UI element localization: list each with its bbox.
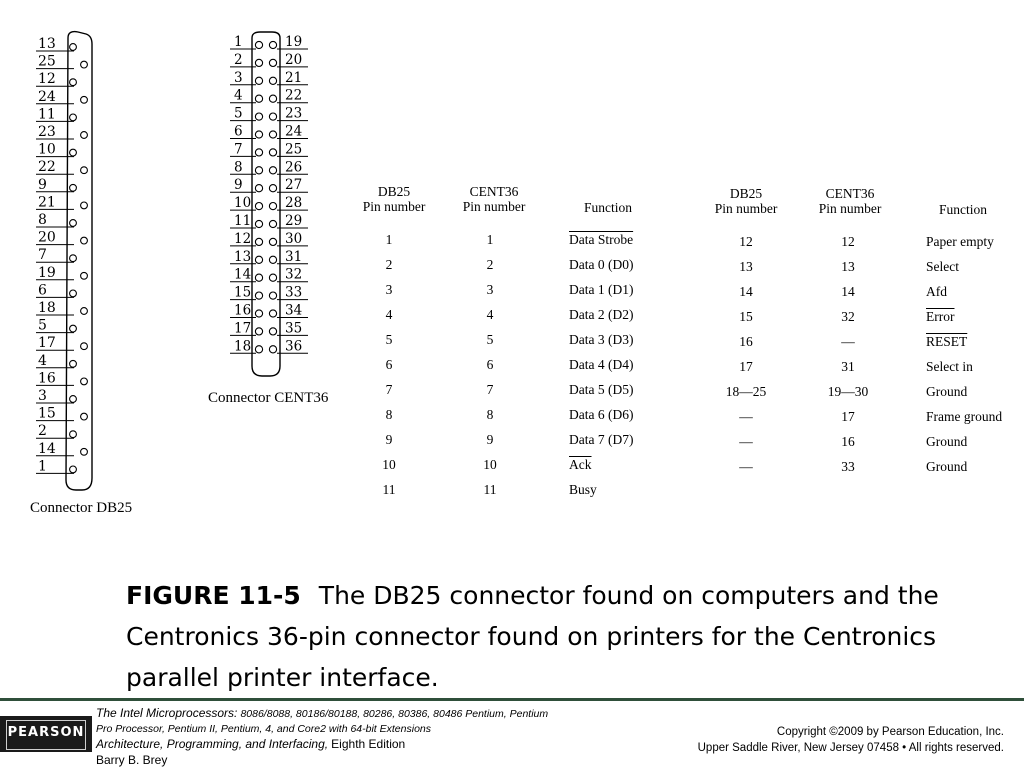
cent36-pin-contact-left xyxy=(255,292,262,299)
db25-pin-contact xyxy=(70,431,77,438)
cent36-pin-label-right: 30 xyxy=(285,230,303,247)
cent36-pin-contact-right xyxy=(269,203,276,210)
cent36-pin-label-right: 36 xyxy=(285,338,303,355)
table-cell-cent36: 6 xyxy=(486,357,494,372)
cent36-pin-label-left: 7 xyxy=(234,141,243,158)
cent36-pin-label-left: 11 xyxy=(234,213,252,229)
cent36-pin-label-left: 12 xyxy=(234,230,252,247)
table-cell-db25: 1 xyxy=(385,232,393,247)
table-cell-function: Ground xyxy=(926,434,968,449)
db25-pin-contact xyxy=(81,343,88,350)
db25-pin-contact xyxy=(81,448,88,455)
table-cell-function: Data 6 (D6) xyxy=(569,407,634,422)
db25-pin-label: 10 xyxy=(38,141,56,158)
table-cell-cent36: 3 xyxy=(486,282,494,297)
table-cell-db25: 10 xyxy=(382,457,396,472)
db25-pin-contact xyxy=(81,61,88,68)
db25-pin-contact xyxy=(70,325,77,332)
cent36-pin-contact-right xyxy=(269,292,276,299)
cent36-pin-contact-left xyxy=(255,59,262,66)
db25-pin-contact xyxy=(70,79,77,86)
db25-pin-contact xyxy=(81,132,88,139)
cent36-pin-label-right: 31 xyxy=(285,248,303,265)
db25-pin-contact xyxy=(70,149,77,156)
footer-divider xyxy=(0,698,1024,701)
pearson-logo xyxy=(0,716,92,752)
caption-text: The DB25 connector found on computers and the Centronics 36-pin connector found on printers for the Centronics parallel printer interface. xyxy=(126,581,939,692)
cent36-pin-contact-right xyxy=(269,238,276,245)
book-citation xyxy=(96,706,566,768)
table-cell-function: Data 2 (D2) xyxy=(569,307,634,322)
cent36-pin-contact-right xyxy=(269,185,276,192)
cent36-pin-label-right: 22 xyxy=(285,87,303,104)
copyright-block xyxy=(698,724,1004,756)
table-cell-cent36: 10 xyxy=(483,457,497,472)
cent36-pin-label-right: 27 xyxy=(285,177,303,194)
publisher-address: Upper Saddle River, New Jersey 07458 • All rights reserved. xyxy=(697,742,1004,754)
cent36-pin-label-left: 9 xyxy=(234,177,243,194)
table-cell-cent36: 17 xyxy=(841,409,855,424)
cent36-pin-label-left: 4 xyxy=(234,87,243,104)
table-cell-db25: 11 xyxy=(382,482,396,497)
table-cell-function: Ground xyxy=(926,384,968,399)
cent36-pin-label-right: 35 xyxy=(285,320,303,337)
cent36-pin-contact-left xyxy=(255,149,262,156)
table-cell-function: Ground xyxy=(926,459,968,474)
cent36-pin-contact-left xyxy=(255,167,262,174)
cent36-pin-label-right: 23 xyxy=(285,105,303,122)
table-cell-cent36: 1 xyxy=(486,232,494,247)
cent36-pin-label-left: 6 xyxy=(234,123,243,140)
figure-caption xyxy=(126,575,986,698)
cent36-pin-label-left: 14 xyxy=(234,266,252,283)
table-cell-cent36: 2 xyxy=(486,257,494,272)
db25-pin-contact xyxy=(70,396,77,403)
table-cell-cent36: 33 xyxy=(841,459,855,474)
cent36-pin-label-right: 28 xyxy=(285,195,303,212)
db25-pin-contact xyxy=(70,255,77,262)
table-cell-db25: 8 xyxy=(385,407,393,422)
cent36-pin-label-right: 24 xyxy=(285,123,303,140)
book-subtitle: 8086/8088, 80186/80188, 80286, 80386, 80486 Pentium, Pentium Pro Processor, Pentium II, Pentium, 4, and Core2 with 64-bit Extensions xyxy=(96,708,549,735)
cent36-pin-contact-right xyxy=(269,149,276,156)
cent36-pin-label-left: 8 xyxy=(234,159,243,176)
db25-pin-label: 24 xyxy=(38,88,56,105)
header-db25: DB25 Pin number xyxy=(362,184,426,214)
table-cell-db25: 9 xyxy=(385,432,393,447)
header-function: Function xyxy=(938,202,987,217)
table-cell-cent36: 32 xyxy=(841,309,855,324)
table-cell-db25: 7 xyxy=(385,382,393,397)
cent36-pin-contact-right xyxy=(269,77,276,84)
pin-table-right xyxy=(704,186,1014,486)
db25-pin-contact xyxy=(70,220,77,227)
db25-pin-contact xyxy=(70,290,77,297)
db25-pin-contact xyxy=(81,272,88,279)
table-cell-cent36: 9 xyxy=(486,432,494,447)
cent36-pin-label-left: 1 xyxy=(234,34,243,50)
db25-pin-contact xyxy=(70,114,77,121)
cent36-pin-label-right: 21 xyxy=(285,69,303,86)
db25-pin-contact xyxy=(81,167,88,174)
cent36-pin-label-right: 29 xyxy=(285,213,303,229)
cent36-pin-label-left: 13 xyxy=(234,248,252,265)
table-cell-cent36: 11 xyxy=(483,482,497,497)
db25-pin-contact xyxy=(70,44,77,51)
table-cell-cent36: 16 xyxy=(841,434,855,449)
cent36-pin-contact-left xyxy=(255,95,262,102)
db25-shell-outline xyxy=(66,32,92,490)
cent36-pin-contact-right xyxy=(269,256,276,263)
cent36-connector-diagram xyxy=(224,30,324,380)
db25-pin-label: 8 xyxy=(38,212,47,228)
table-cell-cent36: 19—30 xyxy=(827,384,869,399)
table-cell-function: Paper empty xyxy=(926,234,994,249)
db25-pin-label: 19 xyxy=(38,264,56,281)
book-author: Barry B. Brey xyxy=(96,753,168,767)
cent36-pin-contact-left xyxy=(255,185,262,192)
db25-connector-diagram xyxy=(20,28,140,498)
cent36-pin-label-right: 32 xyxy=(285,266,303,283)
table-cell-cent36: 31 xyxy=(841,359,855,374)
db25-pin-label: 3 xyxy=(38,388,47,404)
book-subtitle-2: Architecture, Programming, and Interfacing, xyxy=(96,737,329,751)
cent36-pin-label-left: 5 xyxy=(234,105,243,122)
cent36-pin-contact-left xyxy=(255,310,262,317)
table-cell-function: RESET xyxy=(926,334,968,349)
db25-pin-contact xyxy=(70,360,77,367)
table-cell-db25: — xyxy=(739,459,753,474)
db25-pin-label: 25 xyxy=(38,53,56,70)
table-cell-db25: 2 xyxy=(385,257,393,272)
table-cell-db25: — xyxy=(739,409,753,424)
db25-pin-label: 4 xyxy=(38,352,47,369)
table-cell-cent36: 12 xyxy=(841,234,855,249)
cent36-pin-contact-left xyxy=(255,274,262,281)
cent36-pin-contact-left xyxy=(255,41,262,48)
db25-pin-label: 17 xyxy=(38,335,56,352)
cent36-pin-contact-left xyxy=(255,220,262,227)
db25-pin-contact xyxy=(70,466,77,473)
table-cell-function: Data Strobe xyxy=(569,232,634,247)
cent36-pin-label-left: 16 xyxy=(234,302,252,319)
cent36-pin-contact-right xyxy=(269,95,276,102)
cent36-pin-contact-left xyxy=(255,238,262,245)
db25-pin-label: 15 xyxy=(38,405,56,422)
db25-pin-label: 7 xyxy=(38,247,47,264)
db25-connector-label: Connector DB25 xyxy=(30,500,133,516)
db25-pin-contact xyxy=(81,378,88,385)
cent36-pin-label-left: 10 xyxy=(234,195,252,212)
cent36-pin-contact-right xyxy=(269,274,276,281)
db25-pin-label: 20 xyxy=(38,229,56,246)
cent36-pin-contact-right xyxy=(269,220,276,227)
table-cell-function: Busy xyxy=(569,482,597,497)
table-cell-db25: 6 xyxy=(385,357,393,372)
cent36-pin-label-right: 25 xyxy=(285,141,303,158)
table-cell-db25: 15 xyxy=(739,309,753,324)
table-cell-cent36: 14 xyxy=(841,284,855,299)
cent36-pin-contact-right xyxy=(269,310,276,317)
db25-pin-label: 23 xyxy=(38,124,56,140)
cent36-pin-label-right: 33 xyxy=(285,284,303,301)
cent36-pin-label-left: 2 xyxy=(234,51,243,68)
table-cell-function: Data 5 (D5) xyxy=(569,382,634,397)
cent36-pin-label-right: 19 xyxy=(285,34,303,50)
cent36-pin-contact-right xyxy=(269,41,276,48)
cent36-pin-contact-right xyxy=(269,328,276,335)
table-cell-function: Data 3 (D3) xyxy=(569,332,634,347)
db25-pin-contact xyxy=(81,308,88,315)
db25-pin-label: 18 xyxy=(38,300,56,316)
db25-pin-label: 14 xyxy=(38,440,56,457)
table-cell-db25: 5 xyxy=(385,332,393,347)
table-cell-function: Error xyxy=(926,309,955,324)
db25-pin-label: 12 xyxy=(38,71,56,88)
table-cell-db25: 17 xyxy=(739,359,753,374)
cent36-pin-contact-left xyxy=(255,256,262,263)
table-cell-cent36: — xyxy=(841,334,855,349)
cent36-pin-contact-left xyxy=(255,203,262,210)
table-cell-db25: 13 xyxy=(739,259,753,274)
table-cell-cent36: 8 xyxy=(486,407,494,422)
book-edition: Eighth Edition xyxy=(331,737,406,751)
table-cell-db25: — xyxy=(739,434,753,449)
db25-pin-label: 5 xyxy=(38,317,47,334)
logo-text: PEARSON xyxy=(7,725,85,740)
db25-pin-contact xyxy=(81,237,88,244)
table-cell-function: Frame ground xyxy=(926,409,1003,424)
db25-pin-label: 16 xyxy=(38,370,56,387)
table-cell-function: Data 0 (D0) xyxy=(569,257,634,272)
cent36-pin-contact-left xyxy=(255,113,262,120)
table-cell-function: Select in xyxy=(926,359,973,374)
table-cell-cent36: 5 xyxy=(486,332,494,347)
db25-pin-label: 2 xyxy=(38,423,47,440)
pin-table-left xyxy=(350,184,650,504)
header-cent36: CENT36 Pin number xyxy=(818,186,882,216)
db25-pin-label: 21 xyxy=(38,194,56,211)
table-cell-db25: 16 xyxy=(739,334,753,349)
cent36-pin-contact-right xyxy=(269,113,276,120)
db25-pin-label: 9 xyxy=(38,176,47,193)
header-function: Function xyxy=(583,200,632,215)
table-cell-db25: 4 xyxy=(385,307,393,322)
cent36-pin-contact-left xyxy=(255,77,262,84)
db25-pin-label: 22 xyxy=(38,159,56,176)
table-cell-function: Data 7 (D7) xyxy=(569,432,634,447)
cent36-pin-label-left: 18 xyxy=(234,338,252,355)
db25-pin-label: 1 xyxy=(38,458,47,475)
table-cell-function: Select xyxy=(926,259,959,274)
cent36-pin-contact-left xyxy=(255,328,262,335)
cent36-pin-contact-right xyxy=(269,131,276,138)
cent36-pin-label-left: 3 xyxy=(234,69,243,86)
db25-pin-contact xyxy=(81,413,88,420)
db25-pin-label: 11 xyxy=(38,106,56,123)
table-cell-cent36: 13 xyxy=(841,259,855,274)
table-cell-function: $\overline{Ack}$ xyxy=(569,457,592,472)
db25-pin-contact xyxy=(70,184,77,191)
cent36-connector-label: Connector CENT36 xyxy=(208,390,329,406)
db25-pin-label: 6 xyxy=(38,282,47,299)
table-cell-db25: 14 xyxy=(739,284,753,299)
table-cell-db25: 3 xyxy=(385,282,393,297)
db25-pin-contact xyxy=(81,96,88,103)
table-cell-db25: 12 xyxy=(739,234,753,249)
cent36-pin-contact-right xyxy=(269,346,276,353)
cent36-pin-contact-left xyxy=(255,131,262,138)
header-db25: DB25 Pin number xyxy=(714,186,778,216)
copyright-text: Copyright ©2009 by Pearson Education, Inc. xyxy=(776,726,1004,738)
table-cell-function: Data 4 (D4) xyxy=(569,357,634,372)
cent36-pin-label-left: 17 xyxy=(234,320,252,337)
table-cell-cent36: 4 xyxy=(486,307,494,322)
header-cent36: CENT36 Pin number xyxy=(462,184,526,214)
cent36-pin-label-right: 26 xyxy=(285,159,303,176)
db25-pin-contact xyxy=(81,202,88,209)
book-title: The Intel Microprocessors: xyxy=(96,706,238,720)
table-cell-cent36: 7 xyxy=(486,382,494,397)
cent36-pin-label-left: 15 xyxy=(234,284,252,301)
cent36-pin-label-right: 34 xyxy=(285,302,303,319)
table-cell-function: Afd xyxy=(926,284,947,299)
db25-pin-label: 13 xyxy=(38,36,56,52)
cent36-pin-contact-right xyxy=(269,167,276,174)
cent36-pin-contact-right xyxy=(269,59,276,66)
cent36-pin-label-right: 20 xyxy=(285,51,303,68)
figure-number: FIGURE 11-5 xyxy=(126,581,301,610)
table-cell-function: Data 1 (D1) xyxy=(569,282,634,297)
cent36-pin-contact-left xyxy=(255,346,262,353)
table-cell-db25: 18—25 xyxy=(725,384,767,399)
